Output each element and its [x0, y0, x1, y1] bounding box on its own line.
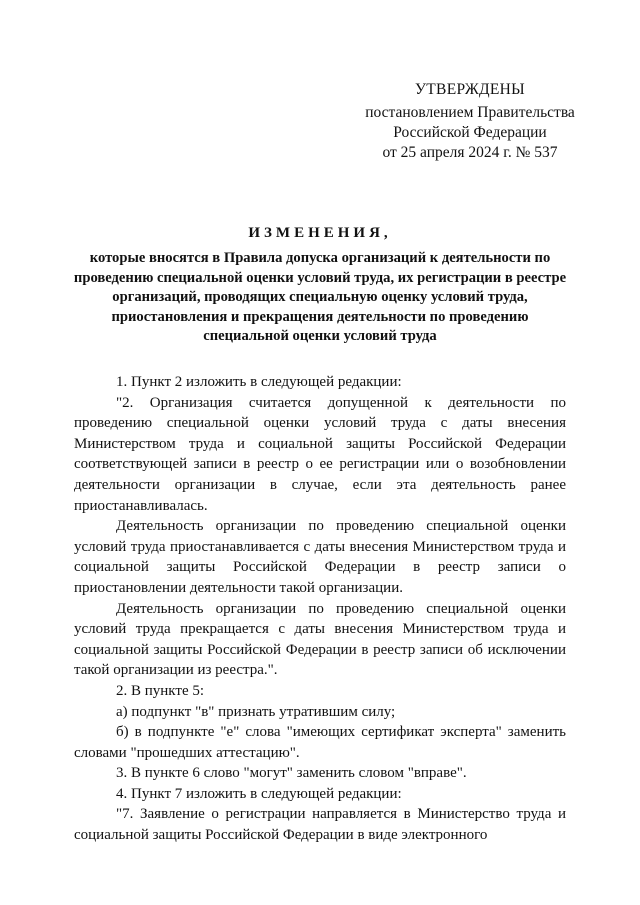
- paragraph: б) в подпункте "е" слова "имеющих сертификат эксперта" заменить словами "прошедших аттестацию".: [74, 724, 566, 761]
- paragraph: а) подпункт "в" признать утратившим силу;: [116, 703, 396, 720]
- paragraph: 4. Пункт 7 изложить в следующей редакции:: [116, 785, 402, 802]
- paragraph: 2. В пункте 5:: [116, 682, 205, 699]
- document-subtitle: которые вносятся в Правила допуска организаций к деятельности по проведению специальной оценки условий труда, их регистрации в реестре организаций, проводящих специальную оценку условий труда, приостановления и прекращения деятельности по проведению специальной оценки условий труда: [73, 250, 567, 344]
- approval-title: УТВЕРЖДЕНЫ: [415, 81, 525, 98]
- paragraph: Деятельность организации по проведению специальной оценки условий труда приостанавливается с даты внесения Министерством труда и социальной защиты Российской Федерации в реестр записи о приостановлении деятельности такой организации.: [74, 518, 566, 596]
- document-heading: ИЗМЕНЕНИЯ,: [248, 225, 392, 241]
- paragraph: 1. Пункт 2 изложить в следующей редакции:: [116, 374, 402, 390]
- paragraph: Деятельность организации по проведению специальной оценки условий труда прекращается с даты внесения Министерством труда и социальной защиты Российской Федерации в реестр записи об исключении такой организации из реестра.".: [74, 600, 566, 679]
- document-body: [74, 372, 566, 846]
- paragraph: "2. Организация считается допущенной к деятельности по проведению специальной оценки условий труда с даты внесения Министерством труда и социальной защиты Российской Федерации соответствующей записи в реестр о ее регистрации или о возобновлении деятельности организации в случае, если эта деятельность ранее приостанавливалась.: [74, 394, 566, 514]
- paragraph: "7. Заявление о регистрации направляется в Министерство труда и социальной защиты Российской Федерации в виде электронного: [74, 806, 566, 844]
- approval-line-2: Российской Федерации: [393, 124, 547, 141]
- paragraph: 3. В пункте 6 слово "могут" заменить словом "вправе".: [116, 765, 467, 782]
- approval-stamp: [320, 80, 620, 163]
- approval-line-3: от 25 апреля 2024 г. № 537: [382, 144, 558, 161]
- approval-line-1: постановлением Правительства: [365, 104, 575, 121]
